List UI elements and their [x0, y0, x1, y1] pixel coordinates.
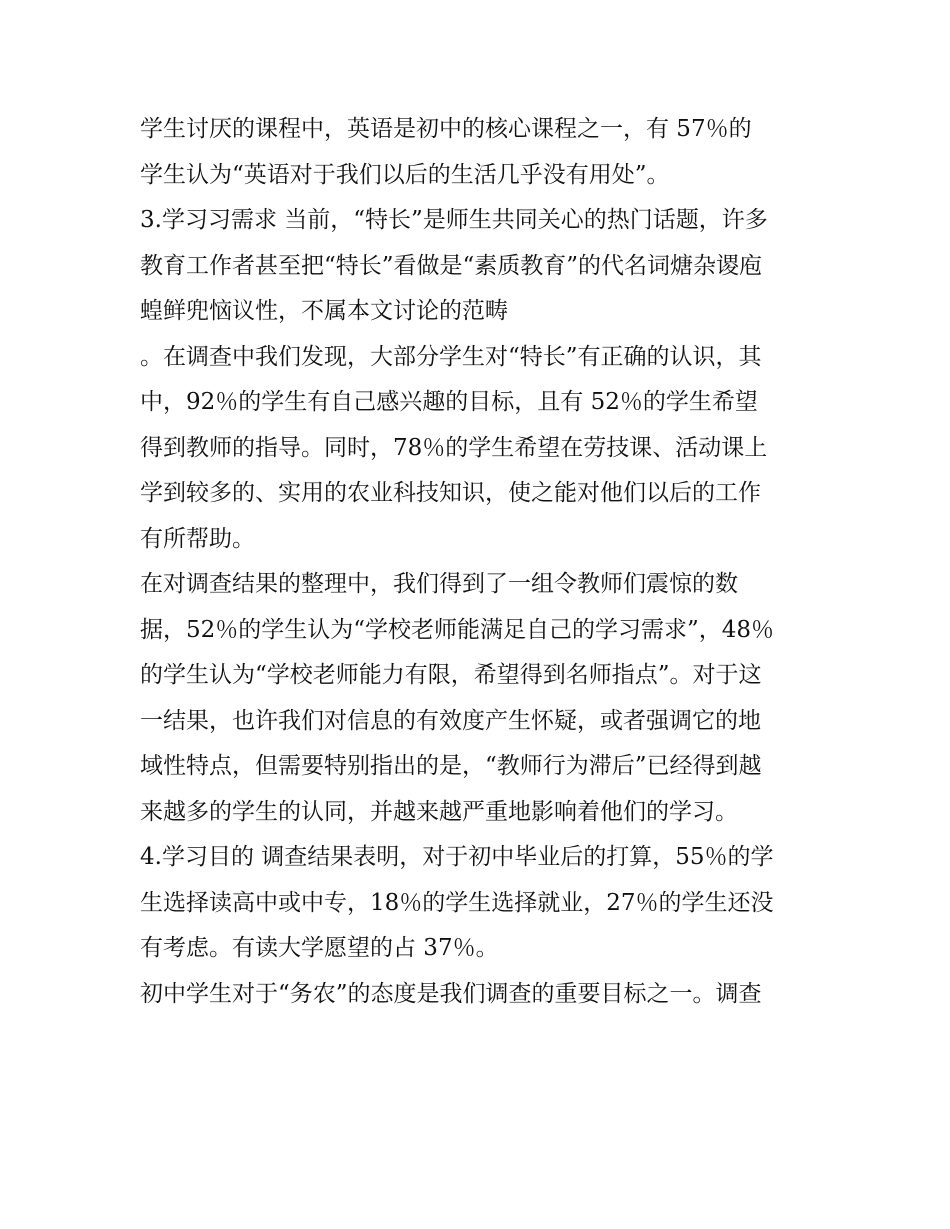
text-line: 在对调查结果的整理中，我们得到了一组令教师们震惊的数 [140, 571, 738, 597]
text-line: 初中学生对于“务农”的态度是我们调查的重要目标之一。调查 [140, 980, 762, 1007]
text-line: 域性特点，但需要特别指出的是，“教师行为滞后”已经得到越 [140, 753, 762, 779]
document-body [140, 107, 820, 1017]
text-line: 一结果，也许我们对信息的有效度产生怀疑，或者强调它的地 [140, 707, 761, 734]
text-line: 蝗鲜兜恼议性，不属本文讨论的范畴 [140, 298, 508, 324]
text-line: 来越多的学生的认同，并越来越严重地影响着他们的学习。 [140, 798, 738, 825]
text-line: 中，92％的学生有自己感兴趣的目标，且有 52％的学生希望 [140, 389, 758, 415]
text-line: 4.学习目的 调查结果表明，对于初中毕业后的打算，55％的学 [140, 844, 774, 870]
text-line: 。在调查中我们发现，大部分学生对“特长”有正确的认识，其 [140, 343, 762, 370]
text-line: 有所帮助。 [140, 525, 255, 552]
text-line: 得到教师的指导。同时，78％的学生希望在劳技课、活动课上 [140, 434, 768, 461]
text-line: 3.学习习需求 当前，“特长”是师生共同关心的热门话题，许多 [140, 207, 768, 233]
text-line: 据，52％的学生认为“学校老师能满足自己的学习需求”，48％ [140, 616, 775, 643]
text-line: 学生认为“英语对于我们以后的生活几乎没有用处”。 [140, 161, 670, 188]
text-line: 有考虑。有读大学愿望的占 37％。 [140, 935, 499, 961]
text-line: 学到较多的、实用的农业科技知识，使之能对他们以后的工作 [140, 480, 761, 506]
text-line: 教育工作者甚至把“特长”看做是“素质教育”的代名词煻杂谡庖 [140, 252, 763, 279]
text-line: 学生讨厌的课程中，英语是初中的核心课程之一，有 57％的 [140, 116, 752, 142]
text-line: 的学生认为“学校老师能力有限，希望得到名师指点”。对于这 [140, 662, 762, 688]
text-line: 生选择读高中或中专，18％的学生选择就业，27％的学生还没 [140, 889, 774, 916]
